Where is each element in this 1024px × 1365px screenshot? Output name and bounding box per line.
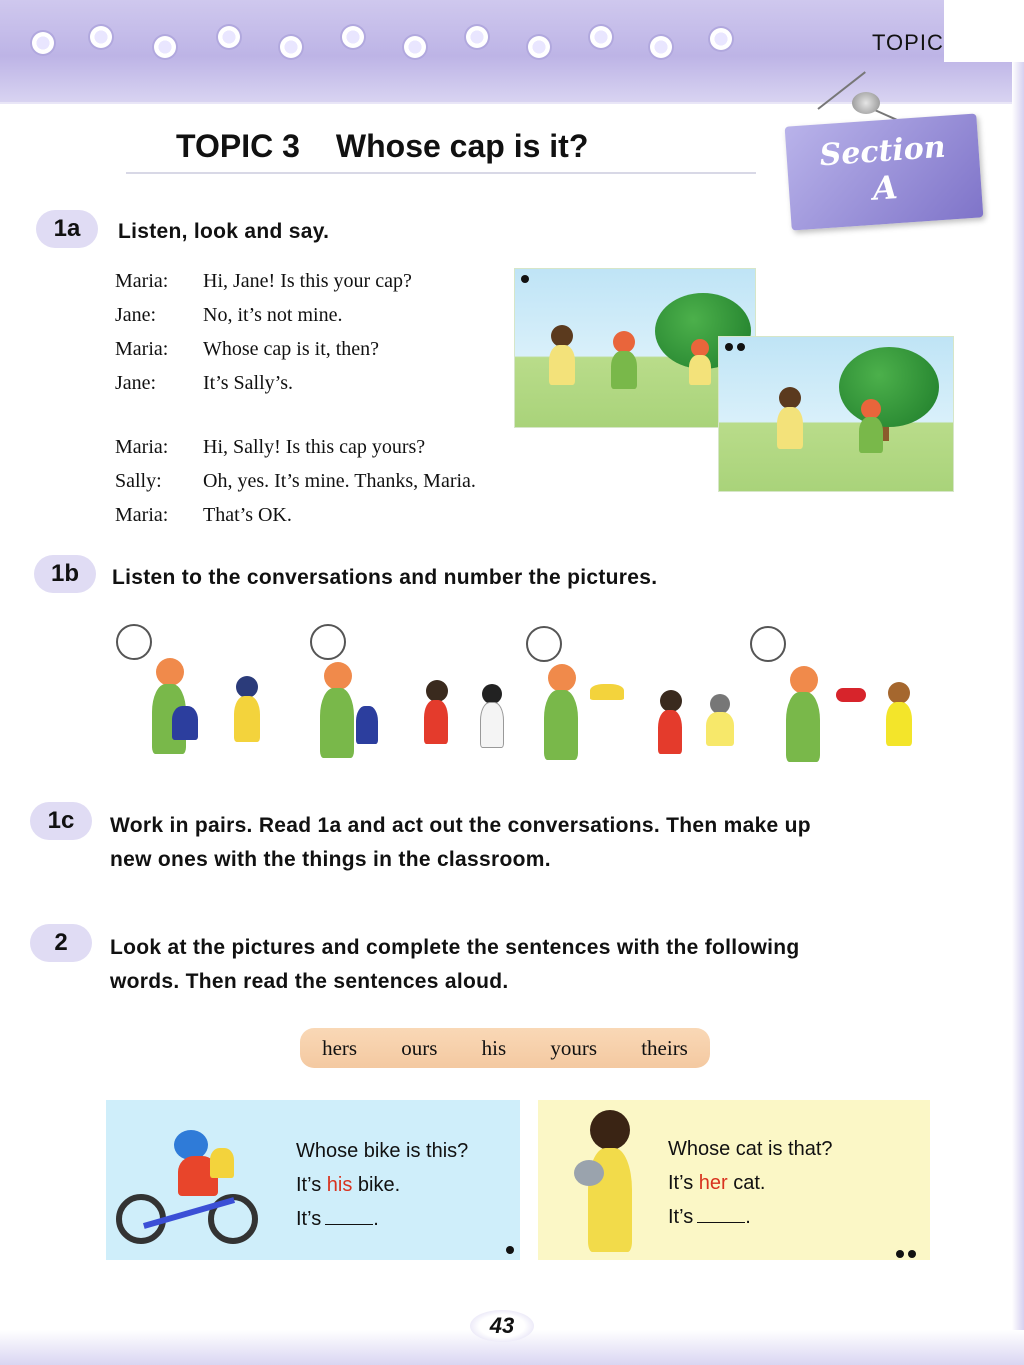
ring-decoration <box>278 34 304 60</box>
answer-prefix: It’s <box>296 1174 327 1196</box>
speaker: Jane: <box>115 304 157 326</box>
exercise-badge-1a: 1a <box>36 210 98 248</box>
topic-tag: TOPIC <box>872 30 944 55</box>
highlight-word: his <box>326 1174 353 1196</box>
blank-end: . <box>745 1206 751 1228</box>
fill-blank <box>668 1206 833 1240</box>
line-text: No, it’s not mine. <box>203 304 343 326</box>
ring-decoration <box>88 24 114 50</box>
answer-prefix: It’s <box>668 1172 699 1194</box>
answer-circle[interactable] <box>750 626 786 662</box>
exercise-badge-1c: 1c <box>30 802 92 840</box>
picture-scene-3 <box>540 660 750 784</box>
topic-number: TOPIC 3 <box>176 128 300 164</box>
example-answer <box>668 1172 833 1206</box>
word-bank-item: theirs <box>641 1035 688 1060</box>
answer-suffix: cat. <box>727 1172 766 1194</box>
speaker: Maria: <box>115 436 169 458</box>
ring-decoration <box>708 26 734 52</box>
ring-decoration <box>216 24 242 50</box>
example-answer <box>296 1174 468 1208</box>
ring-decoration <box>402 34 428 60</box>
page-title <box>176 128 588 165</box>
section-word: Section <box>818 129 947 174</box>
speaker: Maria: <box>115 504 169 526</box>
instruction-2-line1: Look at the pictures and complete the sentences with the following <box>110 936 800 959</box>
speaker: Sally: <box>115 470 162 492</box>
exercise-panel-cat <box>538 1100 930 1260</box>
ring-decoration <box>526 34 552 60</box>
ring-decoration <box>648 34 674 60</box>
line-text: That’s OK. <box>203 504 292 526</box>
speaker: Maria: <box>115 338 169 360</box>
picture-scene-1 <box>140 652 280 782</box>
line-text: Hi, Sally! Is this cap yours? <box>203 436 426 458</box>
exercise-badge-1b: 1b <box>34 555 96 593</box>
dialogue-line <box>115 436 476 470</box>
boy-on-bike-illustration <box>112 1124 272 1244</box>
blank-line[interactable] <box>697 1222 745 1223</box>
word-bank-item: ours <box>401 1035 438 1060</box>
speaker: Maria: <box>115 270 169 292</box>
answer-circle[interactable] <box>310 624 346 660</box>
question: Whose bike is this? <box>296 1140 469 1162</box>
header-corner <box>944 0 1024 62</box>
blank-prefix: It’s <box>296 1208 322 1230</box>
highlight-word: her <box>698 1172 728 1194</box>
answer-suffix: bike. <box>352 1174 401 1196</box>
ring-decoration <box>152 34 178 60</box>
exercise-badge-2: 2 <box>30 924 92 962</box>
ring-decoration <box>464 24 490 50</box>
line-text: Oh, yes. It’s mine. Thanks, Maria. <box>203 470 476 492</box>
ring-decoration <box>340 24 366 50</box>
dialogue-line <box>115 504 476 538</box>
page-number: 43 <box>470 1310 534 1342</box>
level-dot <box>896 1250 904 1258</box>
dialogue-line <box>115 270 412 304</box>
word-bank <box>300 1028 710 1068</box>
instruction-2-line2: words. Then read the sentences aloud. <box>110 970 509 993</box>
illustration-park-2 <box>718 336 954 492</box>
speaker: Jane: <box>115 372 157 394</box>
word-bank-item: his <box>481 1035 507 1060</box>
blank-end: . <box>373 1208 379 1230</box>
instruction-1a: Listen, look and say. <box>118 220 330 243</box>
level-dot <box>506 1246 514 1254</box>
dialogue-line <box>115 470 476 504</box>
picture-scene-2 <box>316 660 516 784</box>
dialogue-1 <box>115 270 412 406</box>
section-letter: A <box>871 168 899 208</box>
title-underline <box>126 172 756 174</box>
exercise-panel-bike <box>106 1100 520 1260</box>
girl-with-cat-illustration <box>574 1108 664 1258</box>
dialogue-line <box>115 372 412 406</box>
fill-blank <box>296 1208 468 1242</box>
word-bank-item: hers <box>322 1035 358 1060</box>
panel-text <box>296 1140 468 1242</box>
section-card <box>785 113 984 230</box>
level-dot <box>908 1250 916 1258</box>
line-text: It’s Sally’s. <box>203 372 294 394</box>
panel-text <box>668 1138 833 1240</box>
line-text: Hi, Jane! Is this your cap? <box>203 270 412 292</box>
ring-decoration <box>30 30 56 56</box>
dialogue-2 <box>115 436 476 538</box>
page-edge <box>1012 62 1024 1362</box>
topic-title: Whose cap is it? <box>335 128 589 164</box>
dialogue-line <box>115 304 412 338</box>
instruction-1c-line2: new ones with the things in the classroom. <box>110 848 551 871</box>
answer-circle[interactable] <box>526 626 562 662</box>
pin-icon <box>852 92 880 114</box>
ring-decoration <box>588 24 614 50</box>
dialogue-line <box>115 338 412 372</box>
picture-scene-4 <box>784 660 934 784</box>
question: Whose cat is that? <box>668 1138 833 1160</box>
line-text: Whose cap is it, then? <box>203 338 380 360</box>
blank-prefix: It’s <box>668 1206 694 1228</box>
instruction-1b: Listen to the conversations and number the pictures. <box>112 566 658 589</box>
blank-line[interactable] <box>325 1224 373 1225</box>
word-bank-item: yours <box>550 1035 598 1060</box>
instruction-1c-line1: Work in pairs. Read 1a and act out the conversations. Then make up <box>110 814 811 837</box>
